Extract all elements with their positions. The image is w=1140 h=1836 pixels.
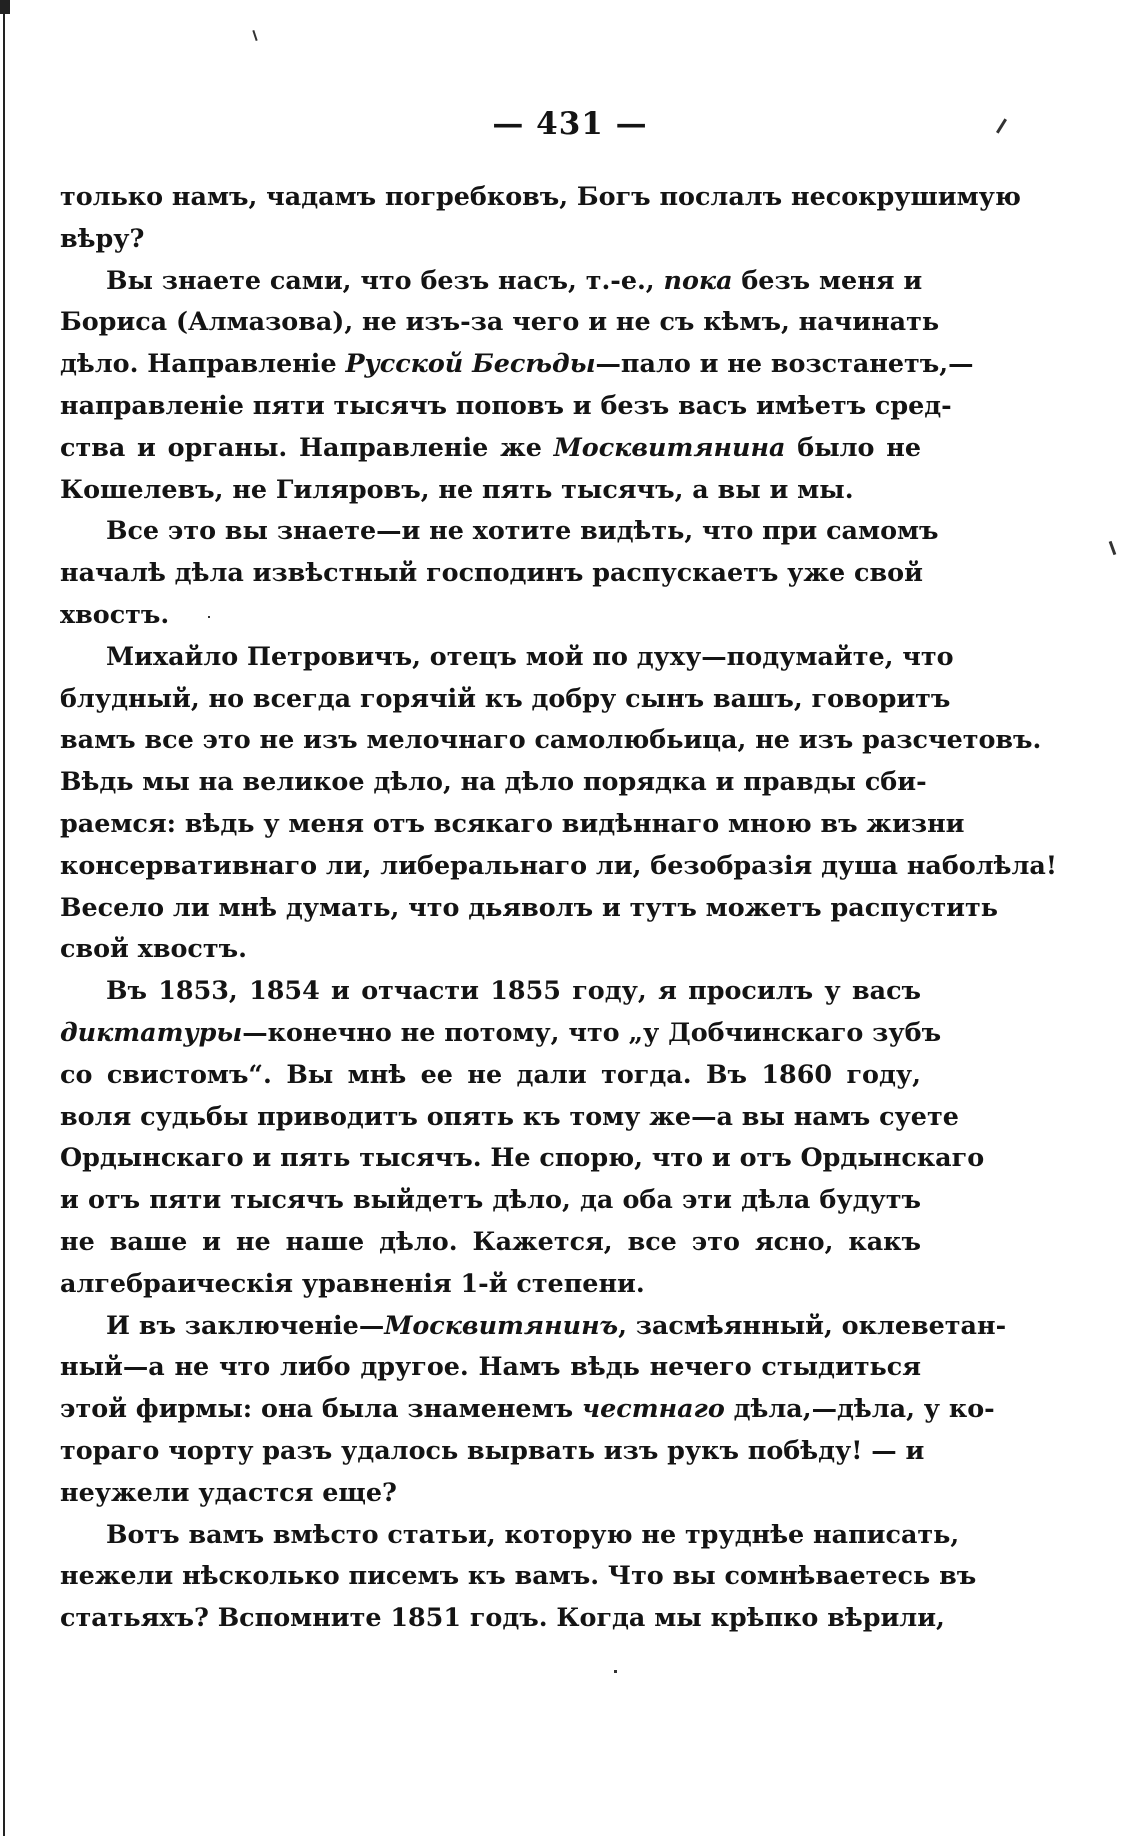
text-line	[60, 1179, 921, 1221]
text-line	[60, 176, 1021, 218]
text-span: дѣла,—дѣла, у ко-	[724, 1393, 995, 1424]
text-span: нежели нѣсколько писемъ къ вамъ. Что вы сомнѣваетесь въ	[60, 1560, 977, 1591]
text-line	[60, 719, 1042, 761]
text-span: со свистомъ“. Вы мнѣ ее не дали тогда. Въ 1860 году,	[60, 1058, 921, 1089]
scan-speck	[252, 30, 257, 41]
scan-speck	[614, 1670, 617, 1673]
text-span: Вѣдь мы на великое дѣло, на дѣло порядка и правды сби-	[60, 766, 927, 797]
text-span: этой фирмы: она была знаменемъ	[60, 1393, 582, 1424]
text-span: свой хвостъ.	[60, 933, 247, 964]
text-line	[60, 260, 921, 302]
text-span: Михайло Петровичъ, отецъ мой по духу—подумайте, что	[106, 640, 954, 671]
scan-speck	[1109, 541, 1117, 555]
text-line	[60, 218, 921, 260]
text-line	[60, 1137, 985, 1179]
text-line	[60, 510, 939, 552]
text-span: ства и органы. Направленіе же	[60, 431, 554, 462]
text-span: Весело ли мнѣ думать, что дьяволъ и тутъ можетъ распустить	[60, 891, 998, 922]
text-span: Кошелевъ, не Гиляровъ, не пять тысячъ, а вы и мы.	[60, 473, 854, 504]
text-line	[60, 1472, 921, 1514]
text-span: воля судьбы приводитъ опять къ тому же—а вы намъ суете	[60, 1100, 959, 1131]
text-span: —конечно не потому, что „у Добчинскаго зубъ	[242, 1016, 942, 1047]
text-line	[60, 636, 954, 678]
text-line	[60, 1346, 921, 1388]
text-span: только намъ, чадамъ погребковъ, Богъ послалъ несокрушимую	[60, 181, 1021, 211]
page-edge-mark	[0, 0, 10, 14]
text-line	[60, 761, 927, 803]
italic-text: честнаго	[581, 1393, 725, 1424]
text-span: раемся: вѣдь у меня отъ всякаго видѣннаго мною въ жизни	[60, 807, 965, 838]
page-number: — 431 —	[492, 106, 648, 142]
text-line	[60, 803, 965, 845]
italic-text: пока	[663, 264, 733, 295]
text-span: тораго чорту разъ удалось вырвать изъ рукъ побѣду! — и	[60, 1434, 925, 1465]
text-line	[60, 1012, 942, 1054]
italic-text: Москвитянинъ	[384, 1309, 619, 1340]
text-line	[60, 594, 921, 636]
text-line	[60, 1221, 921, 1263]
text-line	[60, 552, 921, 594]
text-line	[60, 678, 951, 720]
text-span: консервативнаго ли, либеральнаго ли, безобразія душа наболѣла!	[60, 849, 1057, 880]
text-span: вѣру?	[60, 222, 145, 253]
text-line	[60, 1597, 945, 1639]
text-line	[60, 970, 921, 1012]
text-line	[60, 1263, 921, 1305]
text-span: Бориса (Алмазова), не изъ-за чего и не съ кѣмъ, начинать	[60, 306, 940, 337]
text-span: статьяхъ? Вспомните 1851 годъ. Когда мы крѣпко вѣрили,	[60, 1602, 945, 1633]
text-line	[60, 343, 974, 385]
text-span: не ваше и не наше дѣло. Кажется, все это ясно, какъ	[60, 1225, 921, 1256]
text-line	[60, 1430, 925, 1472]
text-span: вамъ все это не изъ мелочнаго самолюбьица, не изъ разсчетовъ.	[60, 724, 1042, 755]
text-span: Вы знаете сами, что безъ насъ, т.-е.,	[106, 264, 664, 295]
text-span: было не	[785, 431, 921, 462]
text-line	[60, 1096, 959, 1138]
text-line	[60, 1305, 1007, 1347]
text-span: И въ заключеніе—	[106, 1309, 385, 1340]
text-line	[60, 427, 921, 469]
text-span: блудный, но всегда горячій къ добру сынъ вашъ, говоритъ	[60, 682, 951, 713]
page-edge-line	[3, 0, 5, 1836]
text-span: ный—а не что либо другое. Намъ вѣдь нечего стыдиться	[60, 1351, 921, 1382]
text-span: безъ меня и	[732, 264, 923, 295]
text-span: , засмѣянный, оклеветан-	[618, 1309, 1007, 1340]
text-span: Ордынскаго и пять тысячъ. Не спорю, что и отъ Ордынскаго	[60, 1142, 985, 1173]
text-line	[60, 887, 998, 929]
text-span: Все это вы знаете—и не хотите видѣть, что при самомъ	[106, 515, 939, 546]
italic-text: Москвитянина	[553, 431, 786, 462]
text-line	[60, 928, 921, 970]
text-span: началѣ дѣла извѣстный господинъ распускаетъ уже свой	[60, 557, 923, 588]
text-line	[60, 385, 952, 427]
italic-text: Русской Бесѣды	[345, 348, 596, 379]
text-span: Въ 1853, 1854 и отчасти 1855 году, я просилъ у васъ	[106, 975, 921, 1006]
text-line	[60, 469, 921, 511]
text-line	[60, 1514, 960, 1556]
italic-text: диктатуры	[60, 1016, 243, 1047]
text-span: направленіе пяти тысячъ поповъ и безъ васъ имѣетъ сред-	[60, 389, 952, 420]
text-span: алгебраическія уравненія 1-й степени.	[60, 1267, 645, 1298]
text-span: неужели удастся еще?	[60, 1476, 397, 1507]
text-line	[60, 1555, 977, 1597]
text-span: Вотъ вамъ вмѣсто статьи, которую не труднѣе написать,	[106, 1518, 960, 1549]
text-span: и отъ пяти тысячъ выйдетъ дѣло, да оба эти дѣла будутъ	[60, 1184, 921, 1215]
text-line	[60, 301, 940, 343]
text-span: хвостъ.	[60, 598, 170, 629]
text-span: дѣло. Направленіе	[60, 348, 346, 379]
text-line	[60, 1054, 921, 1096]
text-line	[60, 845, 1057, 887]
text-span: —пало и не возстанетъ,—	[595, 348, 974, 379]
text-line	[60, 1388, 995, 1430]
body-text	[60, 176, 1057, 1639]
